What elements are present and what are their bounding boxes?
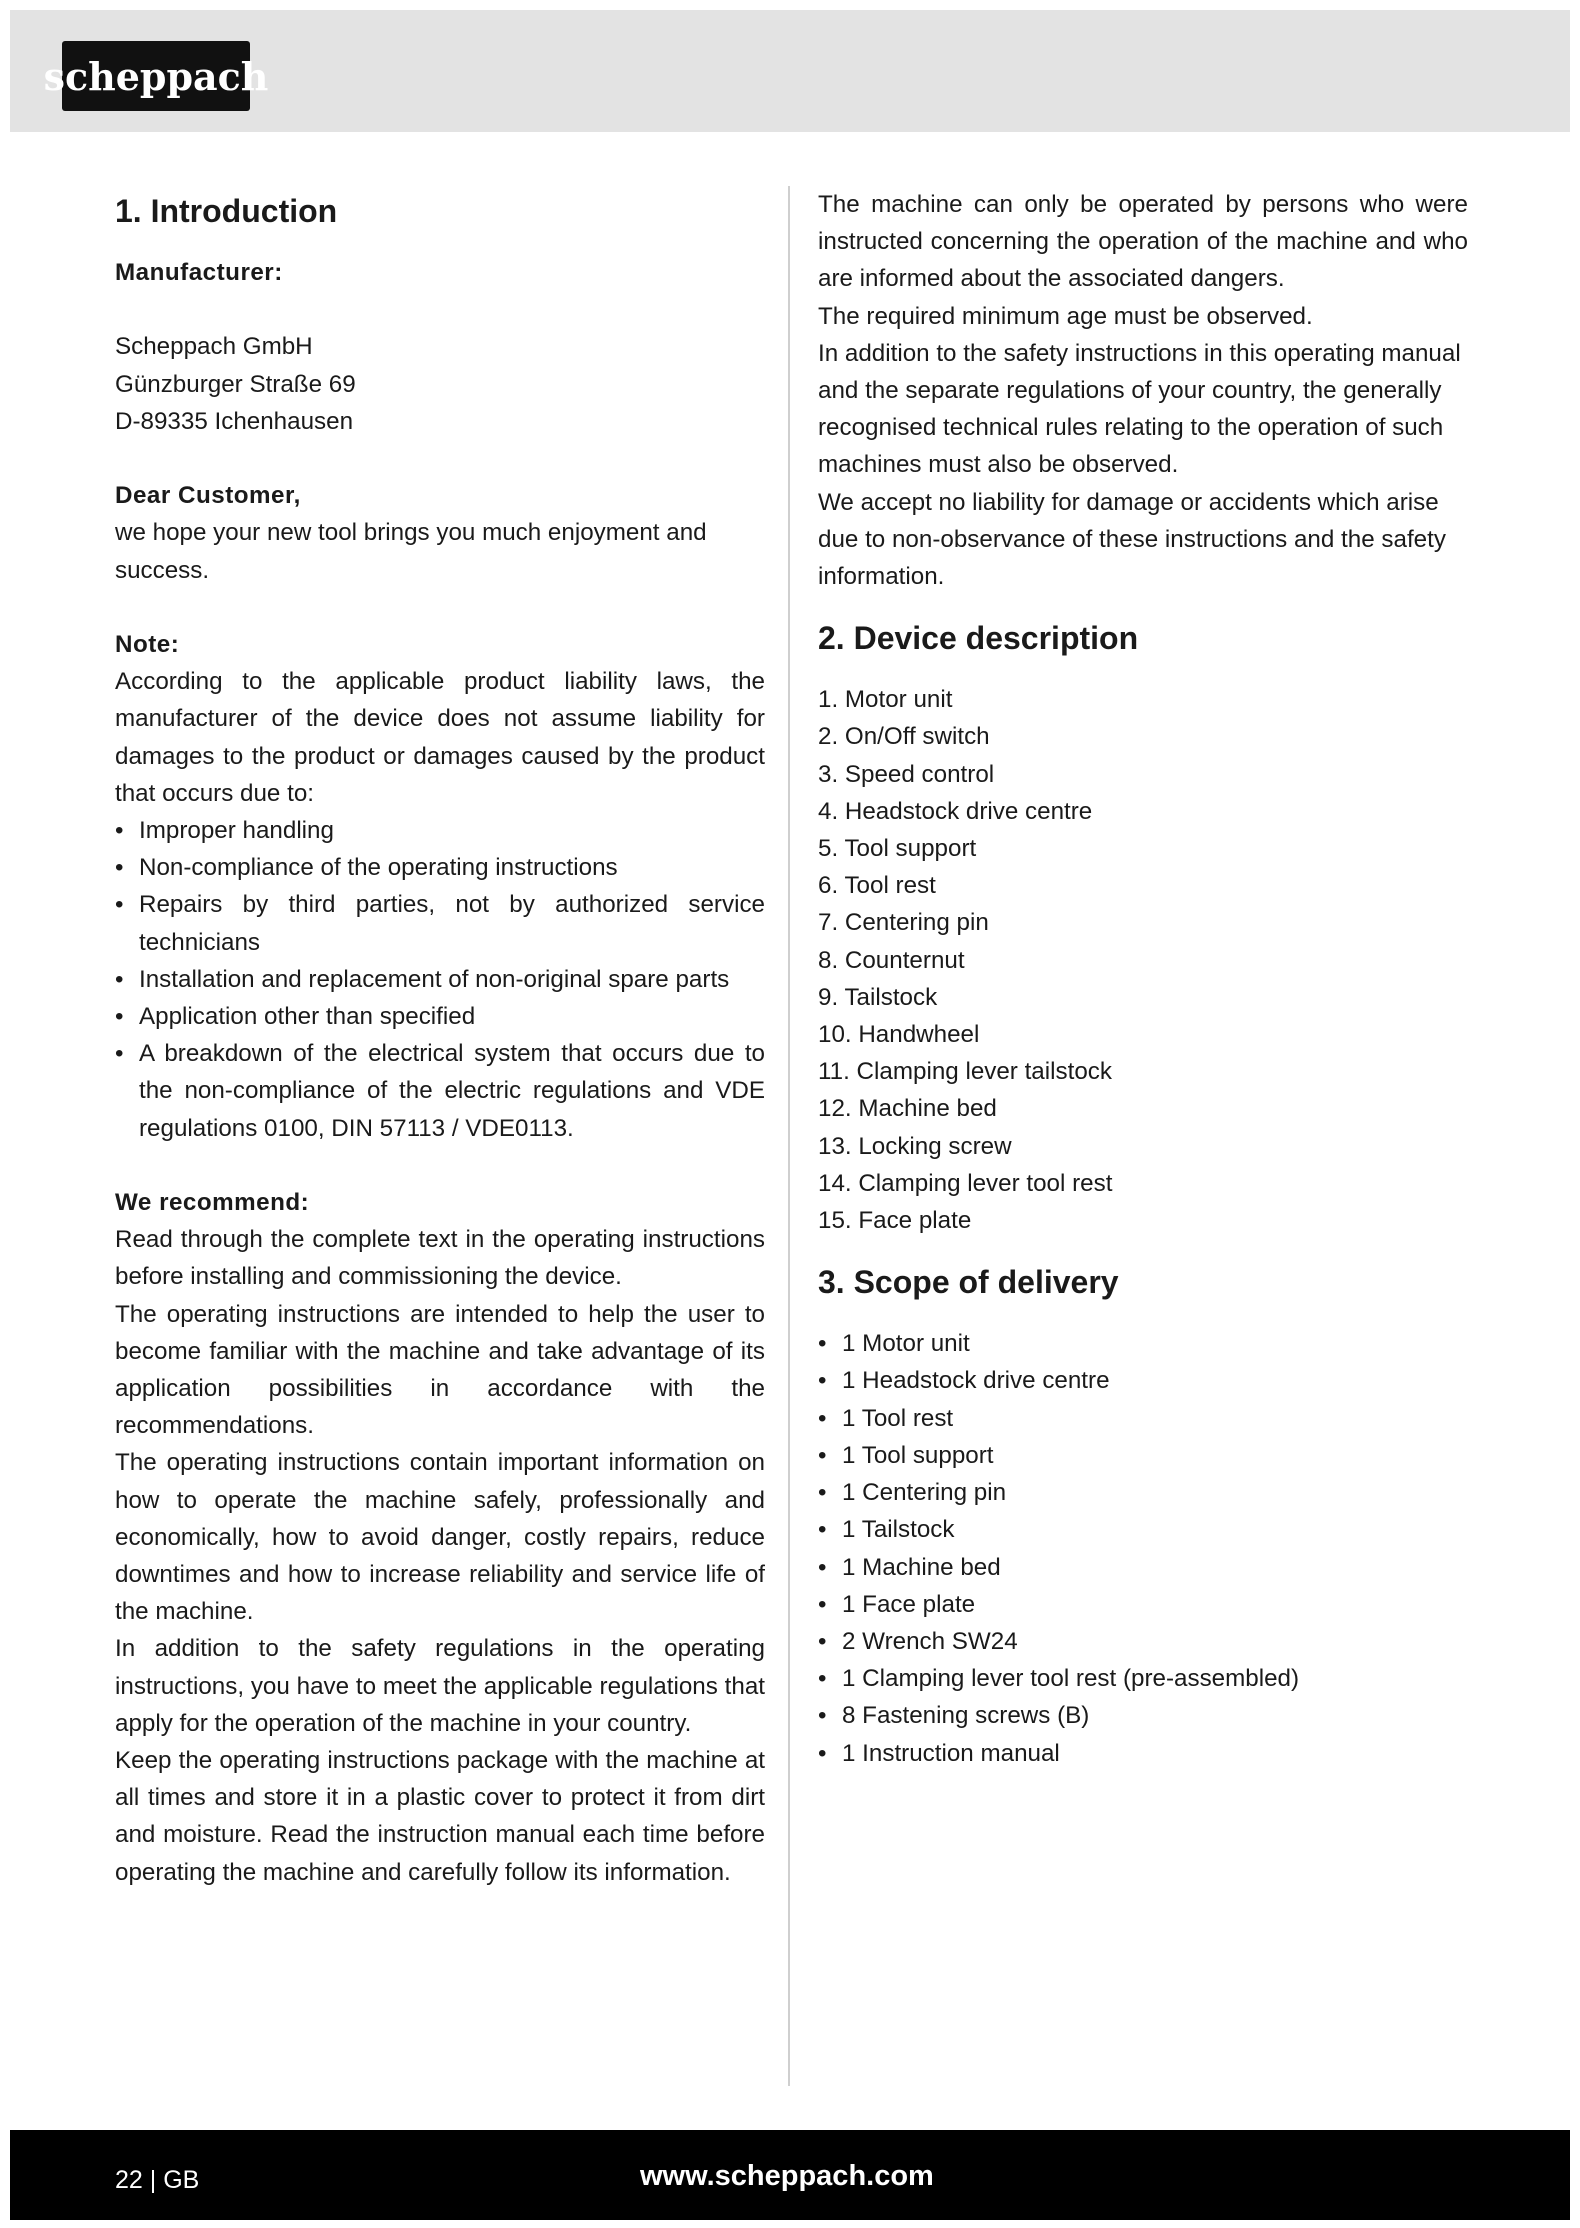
- left-column: [115, 186, 765, 1891]
- list-item: 7. Centering pin: [818, 909, 989, 937]
- right-column: [818, 186, 1468, 1772]
- address-line: D-89335 Ichenhausen: [115, 407, 354, 435]
- list-item: 9. Tailstock: [818, 983, 938, 1011]
- list-item: • 1 Tool support: [818, 1437, 1468, 1474]
- list-item: 3. Speed control: [818, 760, 995, 788]
- list-item: 8. Counternut: [818, 946, 965, 974]
- recommend-paragraph: Keep the operating instructions package with the machine at all times and store it in a plastic cover to protect it from dirt and moisture. Read the instruction manual each time before operating the machine and carefully follow its information.: [115, 1747, 765, 1886]
- note-text: According to the applicable product liability laws, the manufacturer of the device does not assume liability for damages to the product or damages caused by the product that occurs due to:: [115, 668, 765, 807]
- note-label: Note:: [115, 630, 180, 658]
- list-item: • 1 Clamping lever tool rest (pre-assembled): [818, 1660, 1468, 1697]
- list-item: 15. Face plate: [818, 1207, 972, 1235]
- list-item: • 2 Wrench SW24: [818, 1623, 1468, 1660]
- list-item: • Non-compliance of the operating instructions: [115, 849, 765, 886]
- recommend-paragraph: Read through the complete text in the operating instructions before installing and commissioning the device.: [115, 1226, 765, 1291]
- list-item: • 8 Fastening screws (B): [818, 1697, 1468, 1734]
- intro-title: 1. Introduction: [115, 193, 338, 229]
- list-item: • Improper handling: [115, 812, 765, 849]
- list-item: • A breakdown of the electrical system that occurs due to the non-compliance of the electric regulations and VDE regulations 0100, DIN 57113 / VDE0113.: [115, 1035, 765, 1147]
- list-item: 10. Handwheel: [818, 1021, 980, 1049]
- list-item: • 1 Motor unit: [818, 1325, 1468, 1362]
- list-item: • 1 Headstock drive centre: [818, 1362, 1468, 1399]
- list-item: 2. On/Off switch: [818, 723, 990, 751]
- website-link[interactable]: www.scheppach.com: [640, 2160, 934, 2192]
- list-item: 12. Machine bed: [818, 1095, 997, 1123]
- list-item: • Repairs by third parties, not by authorized service technicians: [115, 886, 765, 960]
- manufacturer-label: Manufacturer:: [115, 259, 283, 286]
- recommend-paragraph: The operating instructions contain important information on how to operate the machine safely, professionally and economically, how to avoid danger, costly repairs, reduce downtimes and how to increase reliability and service life of the machine.: [115, 1449, 765, 1626]
- list-item: 1. Motor unit: [818, 686, 953, 714]
- scope-list: [818, 1325, 1468, 1771]
- page-number: 22 | GB: [115, 2166, 200, 2194]
- list-item: 6. Tool rest: [818, 872, 936, 900]
- list-item: • 1 Centering pin: [818, 1474, 1468, 1511]
- intro-paragraph: In addition to the safety instructions in this operating manual and the separate regulations of your country, the generally recognised technical rules relating to the operation of such machines must also be observed.: [818, 339, 1461, 479]
- device-list: [818, 681, 1468, 1239]
- intro-paragraph: We accept no liability for damage or accidents which arise due to non-observance of these instructions and the safety information.: [818, 488, 1446, 591]
- list-item: • 1 Face plate: [818, 1586, 1468, 1623]
- scope-title: 3. Scope of delivery: [818, 1264, 1119, 1301]
- page-footer: [10, 2130, 1570, 2220]
- device-title: 2. Device description: [818, 620, 1139, 657]
- recommend-paragraph: The operating instructions are intended to help the user to become familiar with the machine and take advantage of its application possibilities in accordance with the recommendations.: [115, 1300, 765, 1440]
- column-divider: [788, 186, 790, 2086]
- intro-paragraph: The required minimum age must be observed.: [818, 302, 1313, 330]
- address-line: Günzburger Straße 69: [115, 370, 356, 398]
- address-line: Scheppach GmbH: [115, 333, 313, 361]
- intro-paragraph: The machine can only be operated by persons who were instructed concerning the operation of the machine and who are informed about the associated dangers.: [818, 191, 1468, 293]
- list-item: • Installation and replacement of non-original spare parts: [115, 961, 765, 998]
- customer-label: Dear Customer,: [115, 482, 301, 510]
- list-item: 11. Clamping lever tailstock: [818, 1058, 1112, 1086]
- list-item: • 1 Instruction manual: [818, 1735, 1468, 1772]
- list-item: 5. Tool support: [818, 835, 977, 863]
- page-header: [10, 10, 1570, 132]
- list-item: 4. Headstock drive centre: [818, 797, 1093, 825]
- list-item: • 1 Tailstock: [818, 1511, 1468, 1548]
- customer-text: we hope your new tool brings you much enjoyment and success.: [115, 519, 707, 584]
- list-item: 14. Clamping lever tool rest: [818, 1169, 1113, 1197]
- recommend-paragraph: In addition to the safety regulations in the operating instructions, you have to meet the applicable regulations that apply for the operation of the machine in your country.: [115, 1635, 765, 1737]
- note-bullet-list: [115, 812, 765, 1147]
- list-item: • 1 Machine bed: [818, 1549, 1468, 1586]
- scheppach-logo: scheppach: [62, 41, 250, 111]
- list-item: • Application other than specified: [115, 998, 765, 1035]
- recommend-label: We recommend:: [115, 1189, 310, 1217]
- list-item: 13. Locking screw: [818, 1132, 1012, 1160]
- list-item: • 1 Tool rest: [818, 1400, 1468, 1437]
